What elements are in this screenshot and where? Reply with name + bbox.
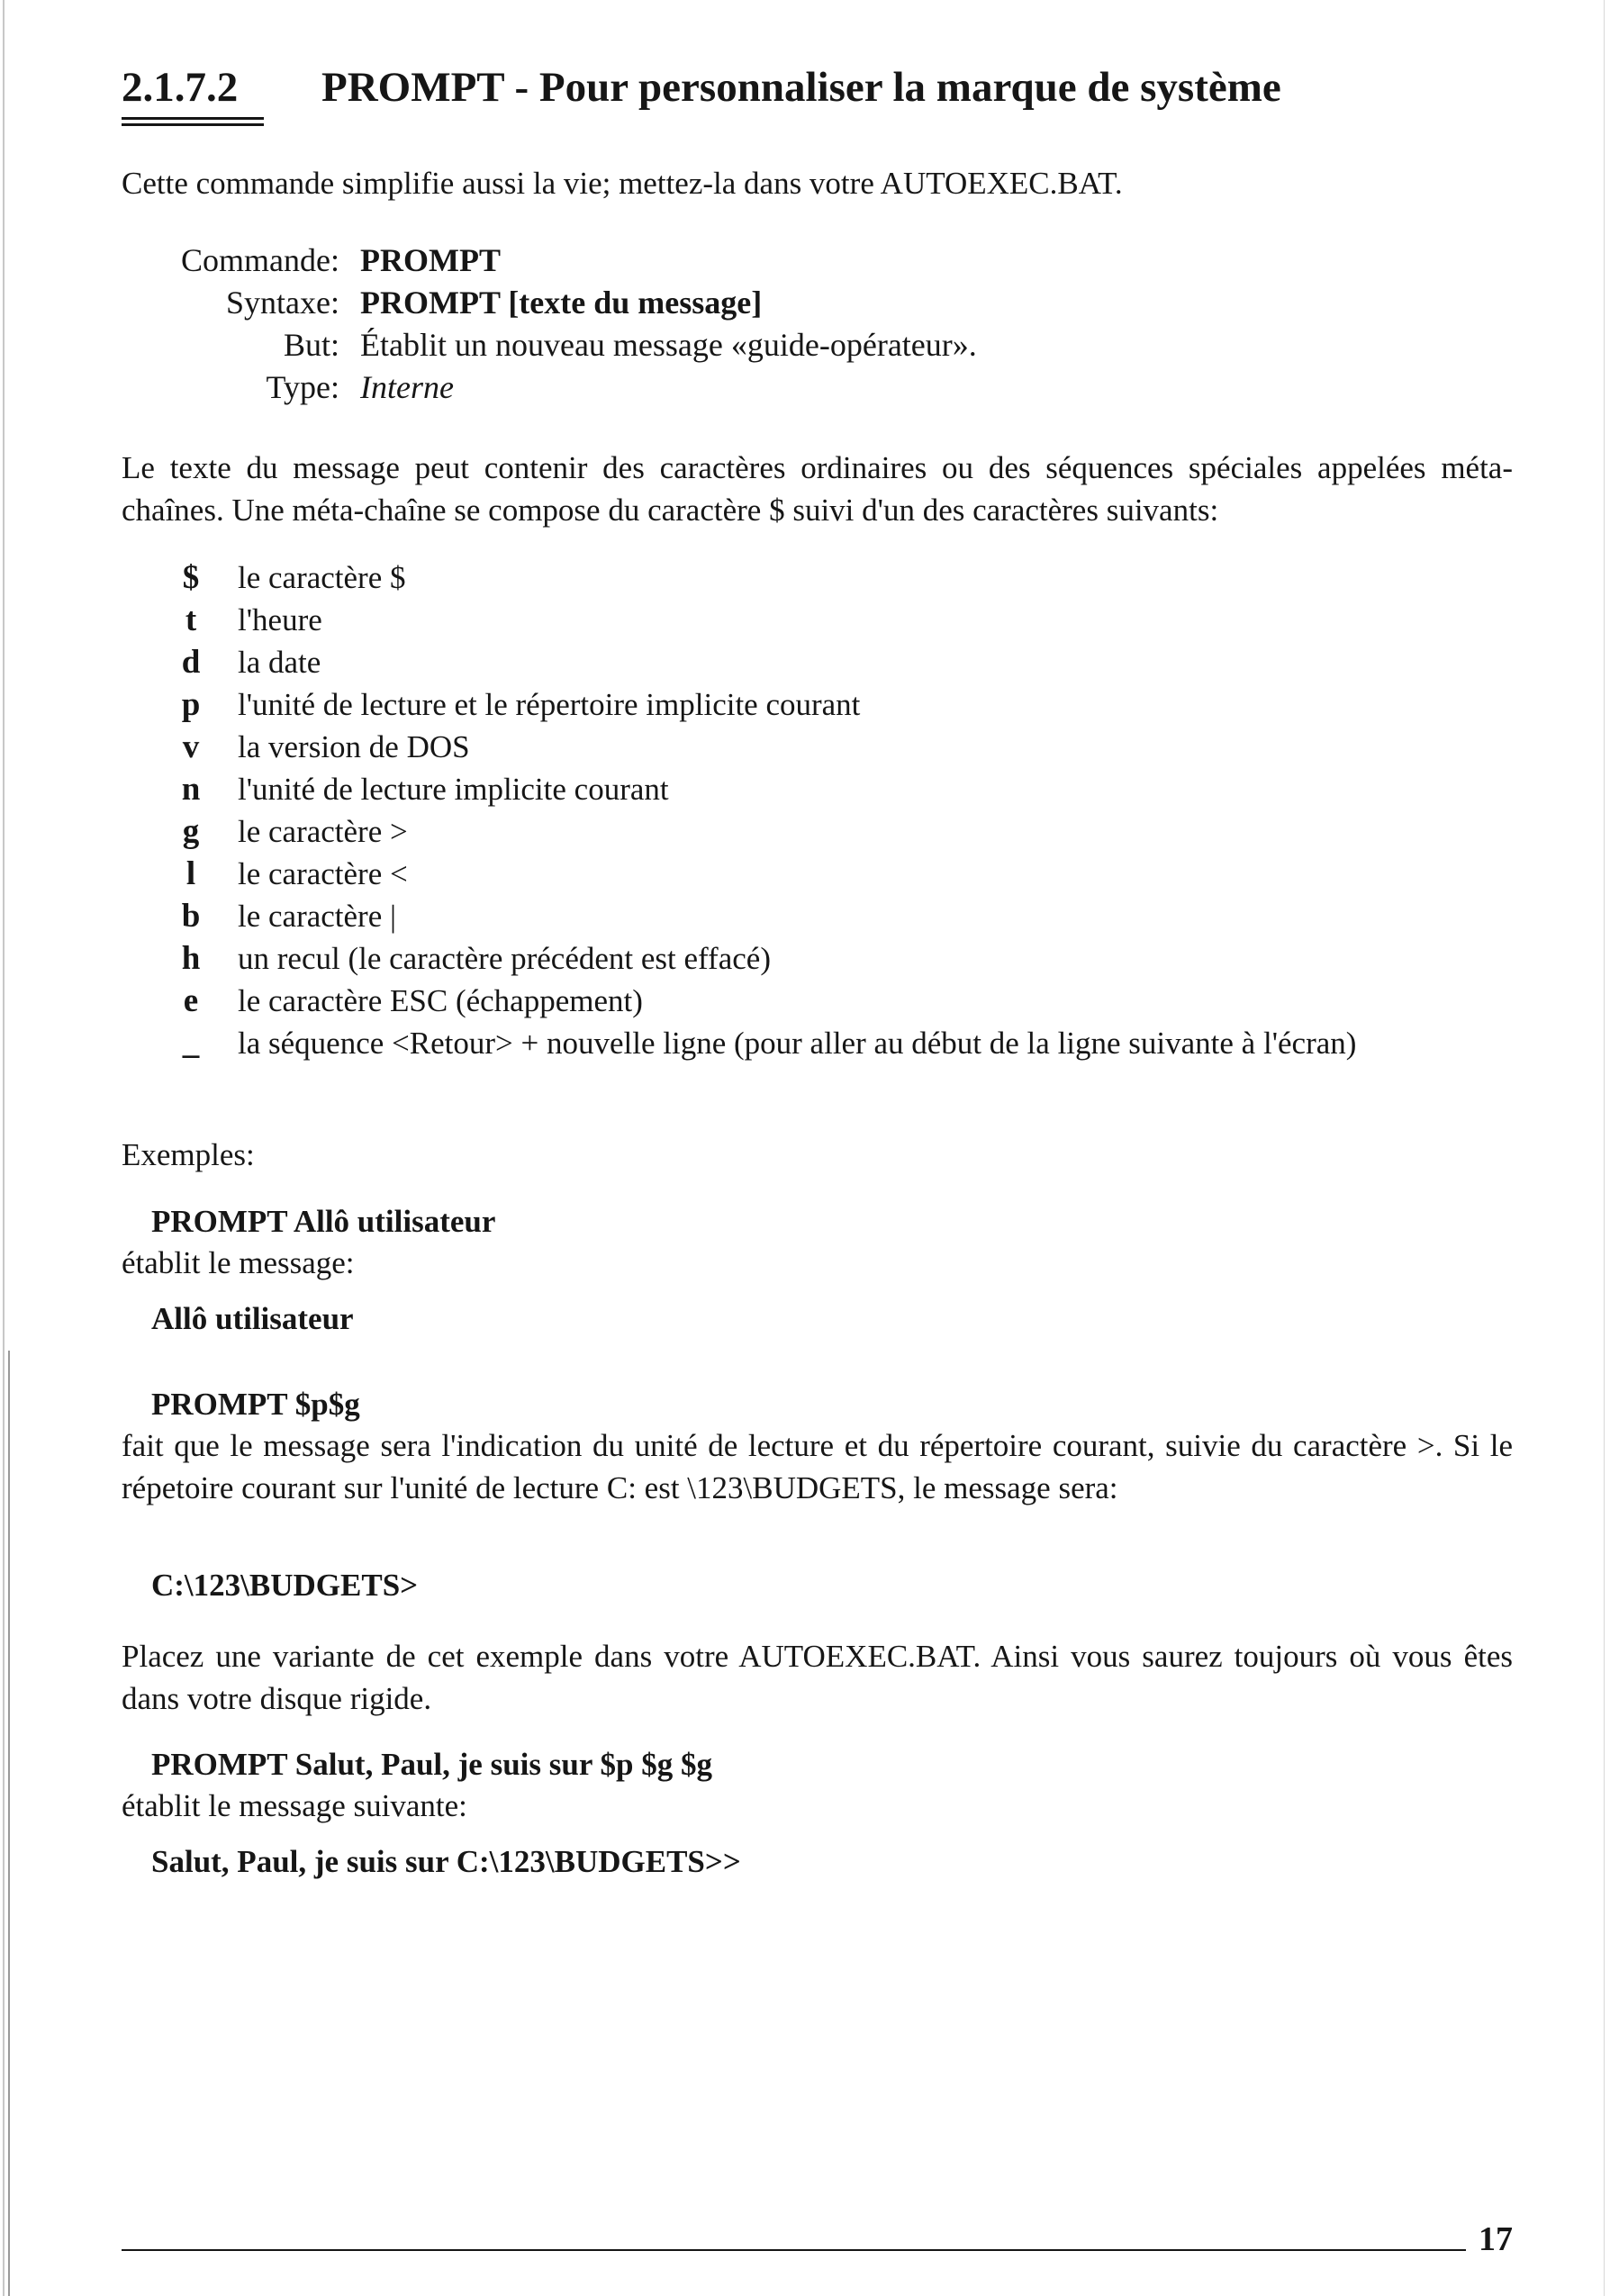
example-command: PROMPT Allô utilisateur [151, 1204, 496, 1239]
section-title: PROMPT - Pour personnaliser la marque de système [321, 64, 1281, 111]
syntax-label: Syntaxe: [226, 285, 339, 321]
meta-char-key: e [183, 982, 199, 1019]
list-item [144, 768, 1522, 810]
meta-char-key: p [181, 686, 201, 723]
scan-edge-line [1604, 0, 1605, 2296]
meta-char-desc: la version de DOS [238, 729, 470, 764]
example-explanation: établit le message: [122, 1245, 355, 1280]
meta-char-key: d [181, 644, 201, 681]
meta-char-desc: le caractère $ [238, 560, 406, 595]
meta-char-desc: l'unité de lecture implicite courant [238, 772, 669, 807]
example-command: PROMPT $p$g [151, 1387, 360, 1422]
meta-char-desc: l'unité de lecture et le répertoire implicite courant [238, 687, 861, 722]
section-heading [122, 56, 1526, 119]
meta-char-desc: la date [238, 645, 321, 680]
section-number-underline [122, 117, 264, 120]
example-explanation: fait que le message sera l'indication du unité de lecture et du répertoire courant, suivie du caractère >. Si le répetoire courant sur l'unité de lecture C: est \123\BUDGETS, le message sera: [122, 1428, 1513, 1505]
list-item [144, 980, 1522, 1022]
command-label: Commande: [181, 242, 339, 278]
meta-char-key: n [181, 771, 201, 808]
list-item [144, 895, 1522, 937]
list-item [144, 683, 1522, 726]
footer-rule [122, 2249, 1466, 2251]
intro-paragraph: Cette commande simplifie aussi la vie; mettez-la dans votre AUTOEXEC.BAT. [122, 166, 1123, 201]
list-item [144, 937, 1522, 980]
meta-char-key: v [182, 728, 200, 765]
page-number: 17 [1479, 2220, 1513, 2258]
command-summary [122, 240, 1382, 409]
meta-char-key: _ [182, 1025, 200, 1062]
meta-char-key: t [185, 601, 197, 638]
meta-char-key: h [181, 940, 201, 977]
type-row [122, 366, 1382, 409]
scan-edge-line [3, 0, 5, 2296]
meta-char-desc: un recul (le caractère précédent est effacé) [238, 941, 771, 976]
command-row [122, 240, 1382, 282]
meta-char-desc: l'heure [238, 602, 322, 637]
type-label: Type: [266, 369, 339, 405]
meta-char-key: b [181, 898, 201, 935]
command-value: PROMPT [360, 242, 501, 278]
list-item [144, 556, 1522, 599]
list-item [144, 810, 1522, 853]
meta-char-desc: la séquence <Retour> + nouvelle ligne (pour aller au début de la ligne suivante à l'écran) [238, 1026, 1357, 1061]
example-explanation: établit le message suivante: [122, 1788, 467, 1823]
purpose-row [122, 324, 1382, 366]
syntax-value: PROMPT [texte du message] [360, 285, 763, 321]
purpose-label: But: [283, 327, 339, 363]
list-item [144, 641, 1522, 683]
syntax-row [122, 282, 1382, 324]
meta-char-desc: le caractère | [238, 899, 397, 934]
list-item [144, 1022, 1522, 1064]
meta-char-key: $ [182, 559, 200, 596]
meta-char-key: g [182, 813, 200, 850]
list-item [144, 726, 1522, 768]
scan-edge-line [8, 1351, 10, 2296]
meta-char-desc: le caractère > [238, 814, 408, 849]
example-result: Allô utilisateur [151, 1301, 354, 1336]
list-item [144, 853, 1522, 895]
section-number-underline [122, 123, 264, 126]
section-number: 2.1.7.2 [122, 64, 239, 111]
example-result: C:\123\BUDGETS> [151, 1568, 419, 1603]
description-paragraph: Le texte du message peut contenir des caractères ordinaires ou des séquences spéciales appelées méta-chaînes. Une méta-chaîne se compose du caractère $ suivi d'un des caractères suivants: [122, 450, 1513, 528]
advice-paragraph: Placez une variante de cet exemple dans votre AUTOEXEC.BAT. Ainsi vous saurez toujours où vous êtes dans votre disque rigide. [122, 1639, 1513, 1716]
list-item [144, 599, 1522, 641]
meta-chars-list [144, 556, 1522, 1064]
type-value: Interne [360, 369, 454, 405]
examples-label: Exemples: [122, 1137, 255, 1172]
example-result: Salut, Paul, je suis sur C:\123\BUDGETS>> [151, 1844, 741, 1879]
meta-char-desc: le caractère ESC (échappement) [238, 983, 643, 1018]
meta-char-key: l [185, 855, 196, 892]
example-command: PROMPT Salut, Paul, je suis sur $p $g $g [151, 1747, 712, 1782]
meta-char-desc: le caractère < [238, 856, 408, 891]
purpose-value: Établit un nouveau message «guide-opérateur». [360, 327, 977, 363]
